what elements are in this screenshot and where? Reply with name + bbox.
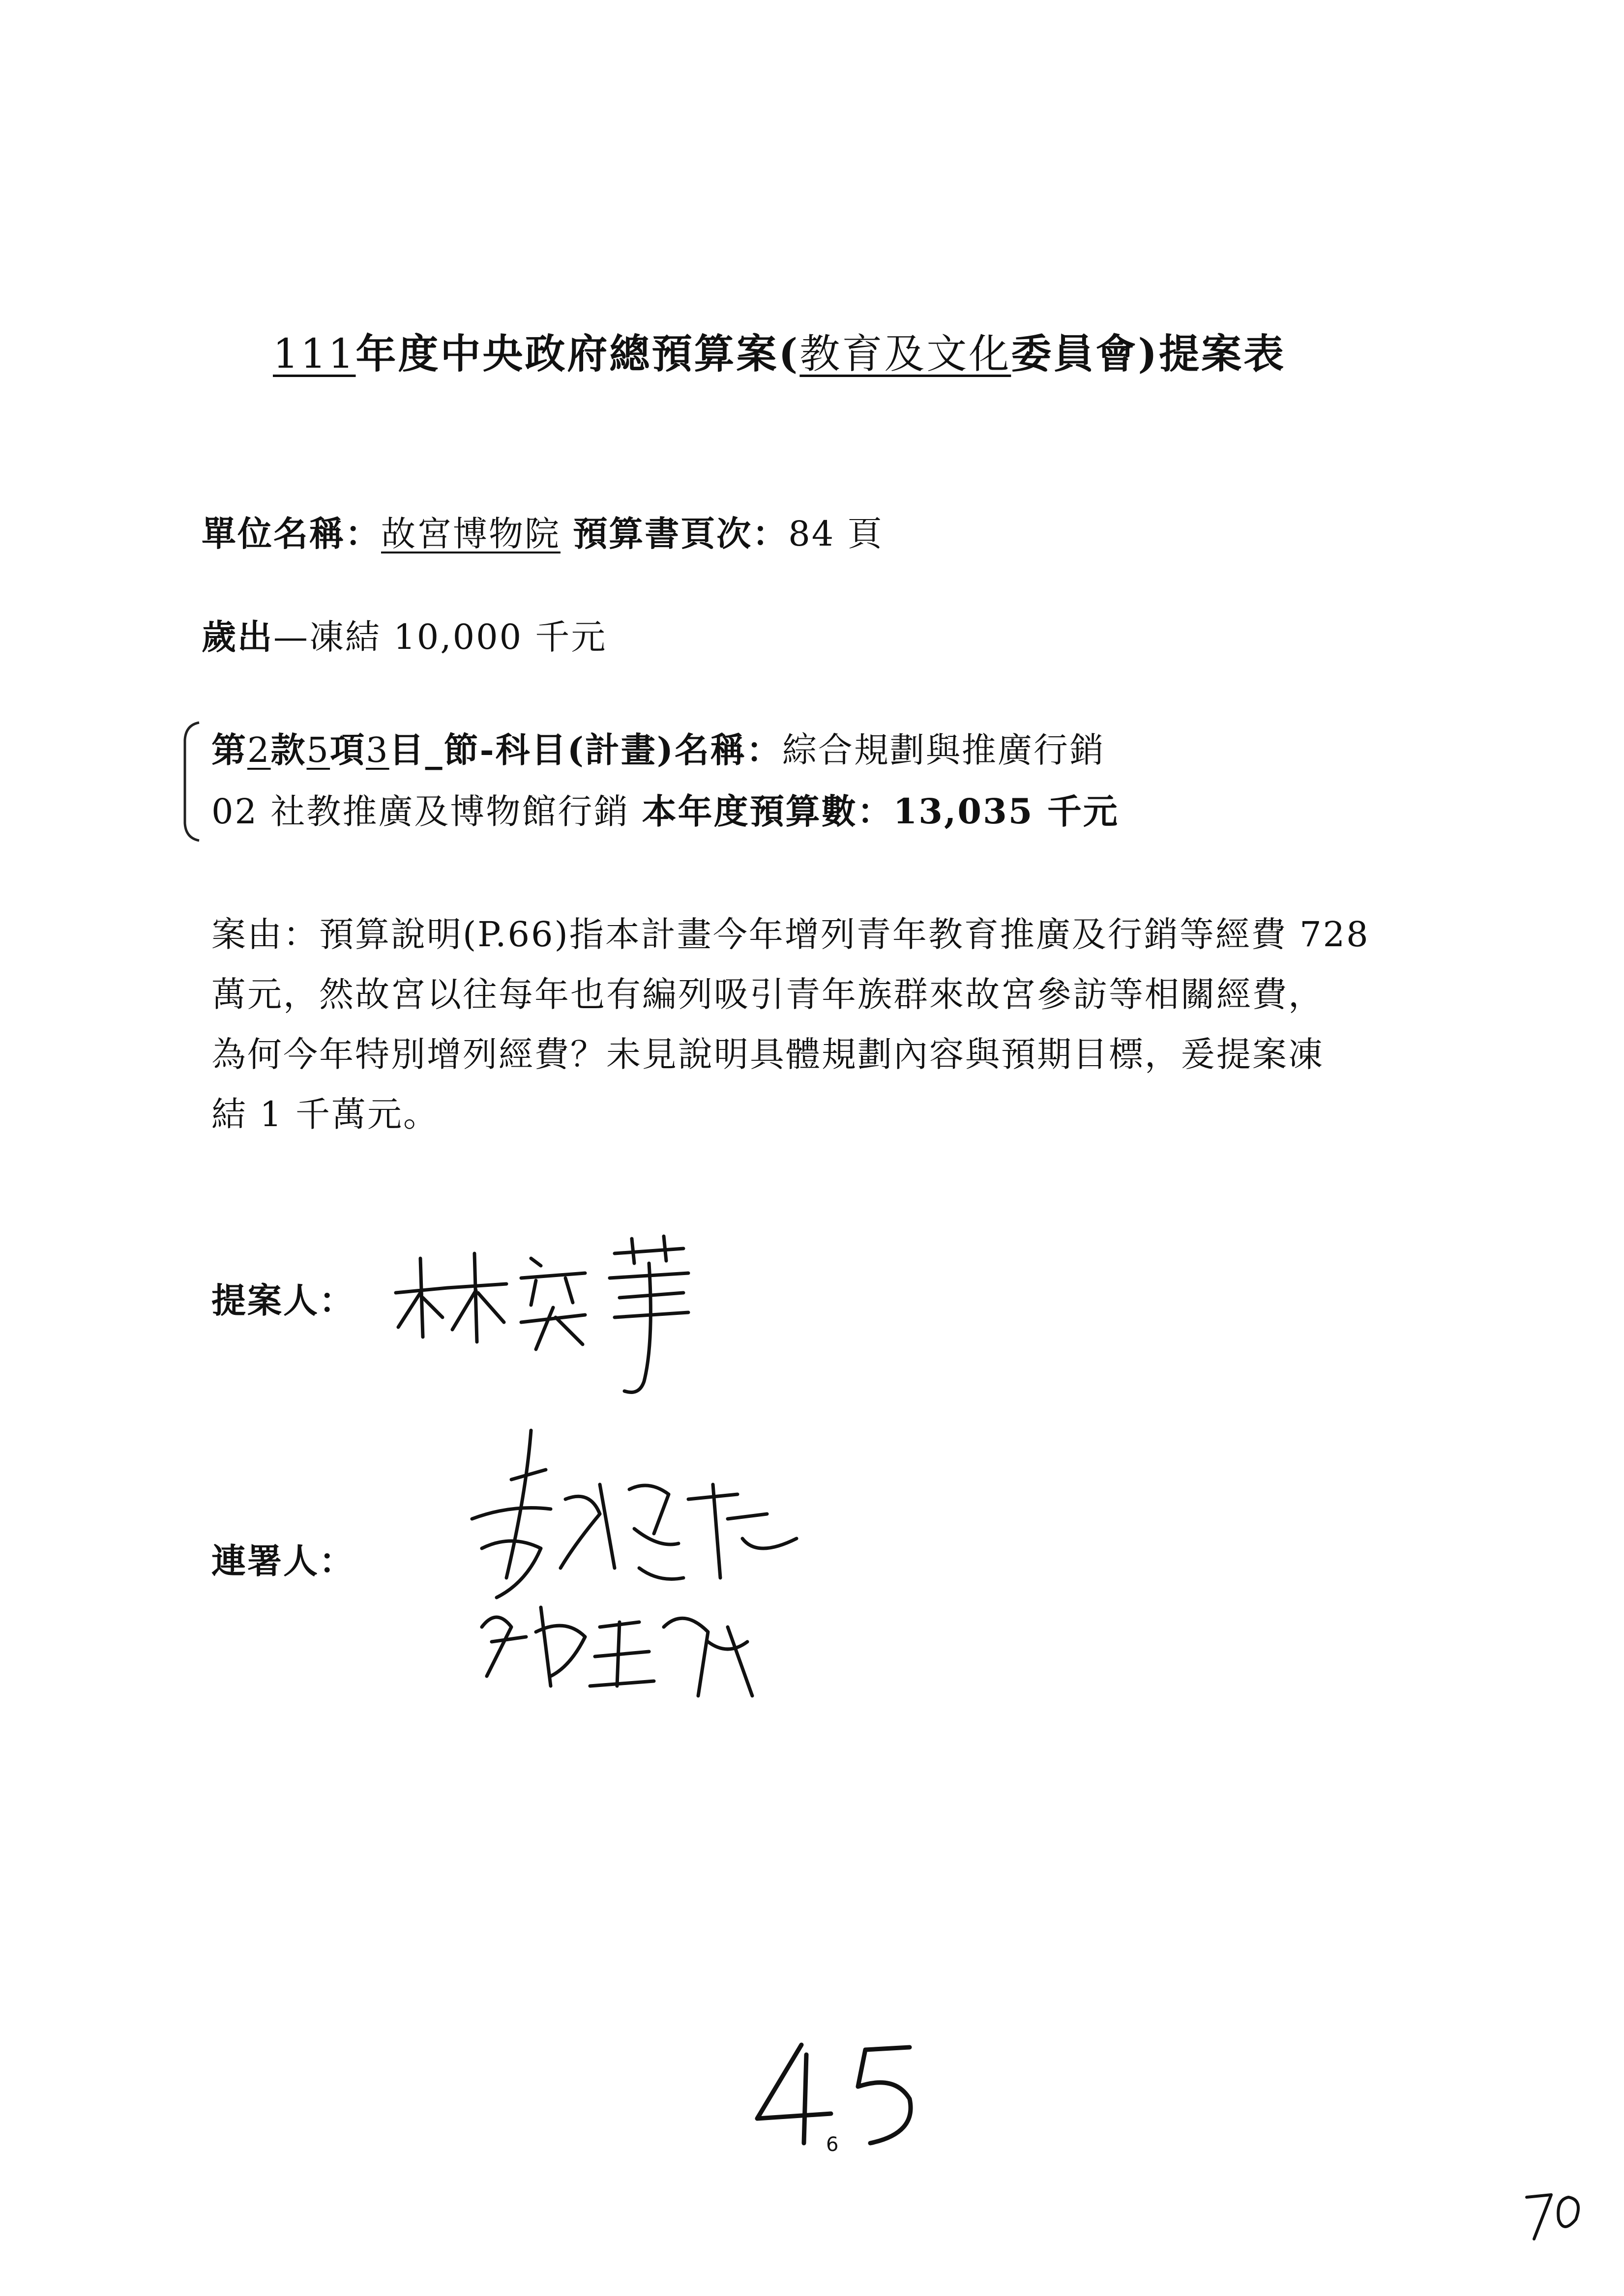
page-number: 6 xyxy=(826,2133,839,2156)
reason-line-2: 萬元，然故宮以往每年也有編列吸引青年族群來故宮參訪等相關經費， xyxy=(211,974,1324,1015)
item-rest-label: _節-科目(計畫)名稱： xyxy=(425,729,782,770)
reason-paragraph xyxy=(211,904,1441,1144)
item-mu: 3 xyxy=(366,730,389,770)
proposer-label: 提案人： xyxy=(211,1280,355,1321)
unit-label: 單位名稱： xyxy=(202,513,381,554)
freeze-value: —凍結 10,000 千元 xyxy=(273,617,607,657)
reason-line-4: 結 1 千萬元。 xyxy=(211,1094,440,1134)
item-kuan: 2 xyxy=(247,730,271,770)
freeze-line xyxy=(202,610,607,659)
handwritten-page-number xyxy=(747,2035,934,2153)
freeze-label: 歲出 xyxy=(202,616,273,657)
cosigners-label: 連署人： xyxy=(211,1540,355,1581)
item-name: 綜合規劃與推廣行銷 xyxy=(782,730,1105,770)
unit-value: 故宮博物院 xyxy=(381,514,561,554)
reason-line-1: 案由：預算說明(P.66)指本計畫今年增列青年教育推廣及行銷等經費 728 xyxy=(211,914,1370,955)
item-kuan-label: 款 xyxy=(270,729,307,770)
item-bracket xyxy=(177,720,207,843)
item-line-1 xyxy=(211,723,1105,772)
title-year: 111 xyxy=(273,331,356,378)
budget-page-value: 84 頁 xyxy=(788,514,884,554)
reason-line-3: 為何今年特別增列經費？未見說明具體規劃內容與預期目標，爰提案凍 xyxy=(211,1034,1324,1075)
title-committee: 教育及文化 xyxy=(799,331,1011,378)
corner-mark xyxy=(1522,2190,1591,2244)
item-sub: 02 社教推廣及博物館行銷 xyxy=(211,791,630,832)
item-mu-label: 目 xyxy=(389,729,425,770)
title-part1: 年度中央政府總預算案( xyxy=(355,330,800,378)
proposer-signature xyxy=(388,1219,713,1406)
title-part2: 委員會)提案表 xyxy=(1011,330,1286,378)
cosigner-signatures xyxy=(452,1421,836,1715)
form-title xyxy=(273,322,1286,379)
unit-line xyxy=(202,506,884,556)
item-prefix: 第 xyxy=(211,729,247,770)
item-budget: 本年度預算數：13,035 千元 xyxy=(642,791,1119,832)
item-xiang-label: 項 xyxy=(330,729,366,770)
item-line-2 xyxy=(211,784,1119,834)
budget-page-label: 預算書頁次： xyxy=(573,513,789,554)
item-xiang: 5 xyxy=(306,730,330,770)
